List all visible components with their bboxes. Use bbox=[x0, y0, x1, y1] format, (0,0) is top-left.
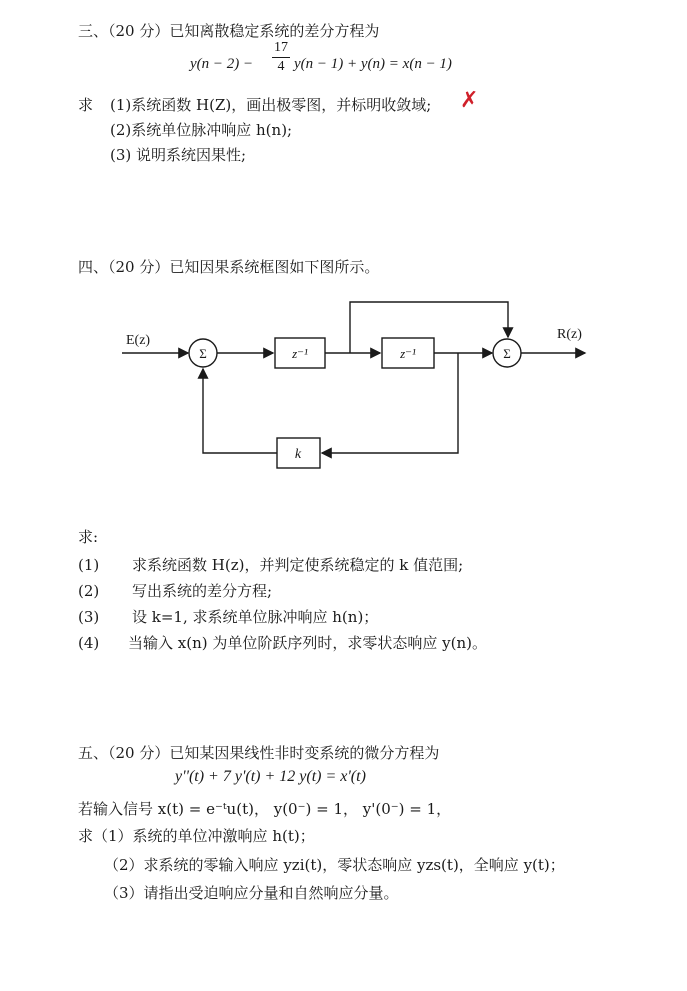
q3-fraction-numerator: 17 bbox=[274, 40, 288, 55]
q4-item-4-num: (4) bbox=[78, 634, 100, 652]
q4-ask: 求: bbox=[78, 528, 99, 546]
q5-input-line: 若输入信号 x(t) = e⁻ᵗu(t)， y(0⁻) = 1， y'(0⁻) = 1， bbox=[78, 800, 452, 818]
output-label: R(z) bbox=[557, 327, 582, 342]
q3-item-2: (2)系统单位脉冲响应 h(n); bbox=[110, 121, 293, 139]
q5-item-1: 求（1）系统的单位冲激响应 h(t)； bbox=[78, 827, 315, 845]
q4-item-3-num: (3) bbox=[78, 608, 100, 626]
feedback-arrow-to-sum1 bbox=[203, 369, 277, 453]
q4-item-2-num: (2) bbox=[78, 582, 100, 600]
q3-fraction bbox=[272, 40, 290, 75]
q5-item-3: （3）请指出受迫响应分量和自然响应分量。 bbox=[104, 884, 399, 902]
q3-equation-right: y(n − 1) + y(n) = x(n − 1) bbox=[294, 56, 452, 72]
delay-1-label: z⁻¹ bbox=[292, 346, 308, 361]
summer-1-symbol: Σ bbox=[199, 346, 207, 361]
q3-item-1: (1)系统函数 H(Z)，画出极零图，并标明收敛域; bbox=[110, 96, 432, 114]
summer-2-symbol: Σ bbox=[503, 346, 511, 361]
q4-item-2: 写出系统的差分方程; bbox=[132, 582, 273, 600]
q3-header: 三、（20 分）已知离散稳定系统的差分方程为 bbox=[78, 22, 380, 40]
q5-item-2: （2）求系统的零输入响应 yzi(t)，零状态响应 yzs(t)，全响应 y(t)； bbox=[104, 856, 565, 874]
q4-header: 四、（20 分）已知因果系统框图如下图所示。 bbox=[78, 258, 380, 276]
q4-item-4: 当输入 x(n) 为单位阶跃序列时，求零状态响应 y(n)。 bbox=[128, 634, 487, 652]
q5-header: 五、（20 分）已知某因果线性非时变系统的微分方程为 bbox=[78, 744, 440, 762]
q5-equation: y''(t) + 7 y'(t) + 12 y(t) = x'(t) bbox=[175, 768, 366, 785]
red-correction-mark: ✗ bbox=[460, 88, 479, 113]
q3-item-3: (3) 说明系统因果性; bbox=[110, 146, 247, 164]
q3-fraction-denominator: 4 bbox=[277, 59, 285, 74]
q3-ask: 求 bbox=[78, 96, 94, 114]
input-label: E(z) bbox=[126, 333, 151, 348]
q3-equation-left: y(n − 2) − bbox=[190, 56, 254, 72]
q4-item-3: 设 k=1, 求系统单位脉冲响应 h(n)； bbox=[132, 608, 379, 626]
q4-item-1: 求系统函数 H(z)，并判定使系统稳定的 k 值范围; bbox=[132, 556, 464, 574]
block-diagram bbox=[0, 290, 687, 480]
delay-2-label: z⁻¹ bbox=[400, 346, 416, 361]
gain-label: k bbox=[294, 447, 302, 462]
q4-item-1-num: (1) bbox=[78, 556, 100, 574]
